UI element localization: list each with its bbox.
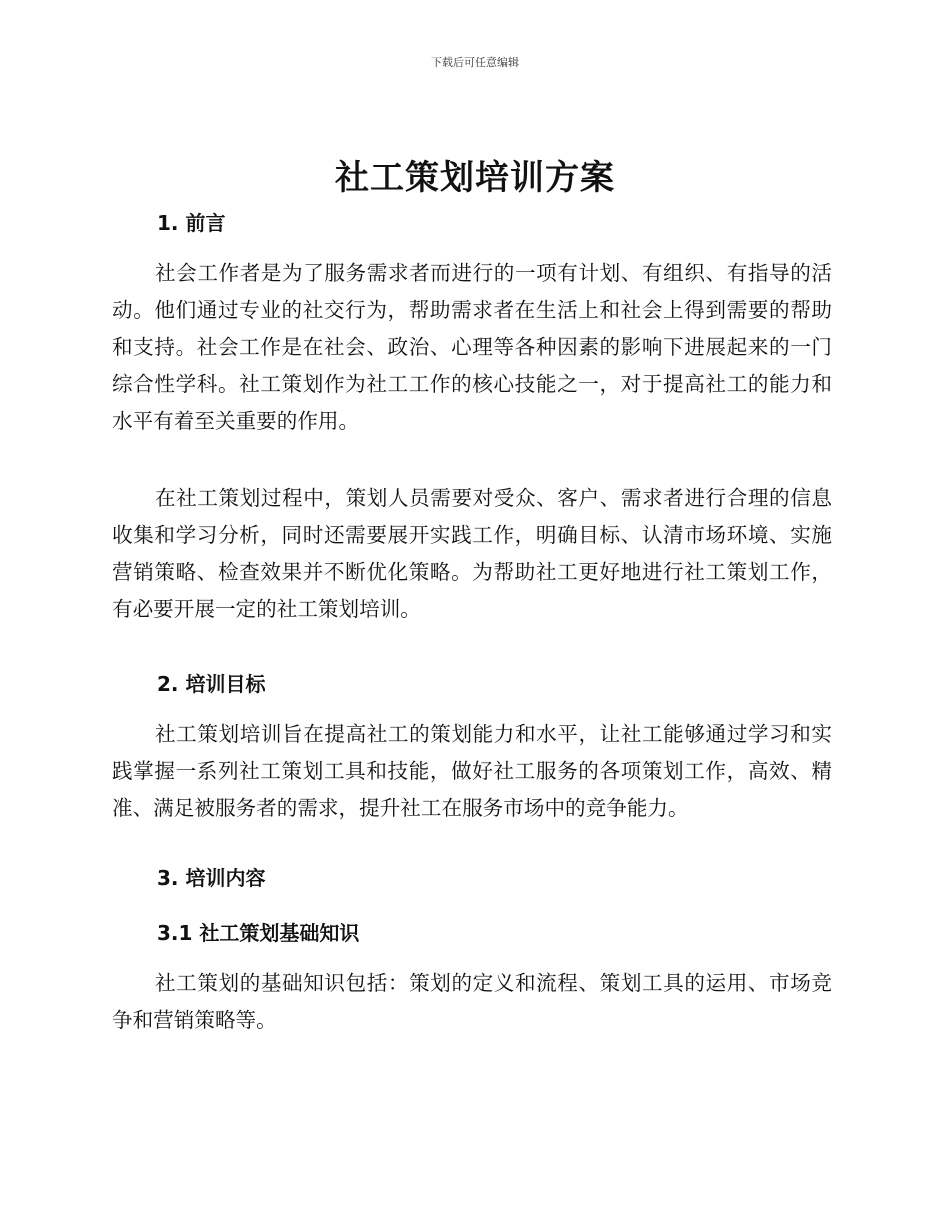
- page-header-note: 下载后可任意编辑: [431, 56, 519, 69]
- section-heading-content: 3. 培训内容: [157, 866, 266, 890]
- document-title: 社工策划培训方案: [335, 158, 615, 198]
- paragraph-basics-1: 社工策划的基础知识包括：策划的定义和流程、策划工具的运用、市场竞争和营销策略等。: [112, 971, 832, 1032]
- subsection-heading-basics: 3.1 社工策划基础知识: [157, 921, 360, 945]
- section-heading-preface: 1. 前言: [157, 211, 226, 235]
- paragraph-goals-1: 社工策划培训旨在提高社工的策划能力和水平，让社工能够通过学习和实践掌握一系列社工策划工具和技能，做好社工服务的各项策划工作，高效、精准、满足被服务者的需求，提升社工在服务市场中的竞争能力。: [112, 722, 832, 820]
- paragraph-preface-1: 社会工作者是为了服务需求者而进行的一项有计划、有组织、有指导的活动。他们通过专业的社交行为，帮助需求者在生活上和社会上得到需要的帮助和支持。社会工作是在社会、政治、心理等各种因素的影响下进展起来的一门综合性学科。社工策划作为社工工作的核心技能之一，对于提高社工的能力和水平有着至关重要的作用。: [112, 261, 832, 433]
- paragraph-preface-2: 在社工策划过程中，策划人员需要对受众、客户、需求者进行合理的信息收集和学习分析，同时还需要展开实践工作，明确目标、认清市场环境、实施营销策略、检查效果并不断优化策略。为帮助社工更好地进行社工策划工作，有必要开展一定的社工策划培训。: [112, 486, 832, 621]
- section-heading-goals: 2. 培训目标: [157, 672, 266, 696]
